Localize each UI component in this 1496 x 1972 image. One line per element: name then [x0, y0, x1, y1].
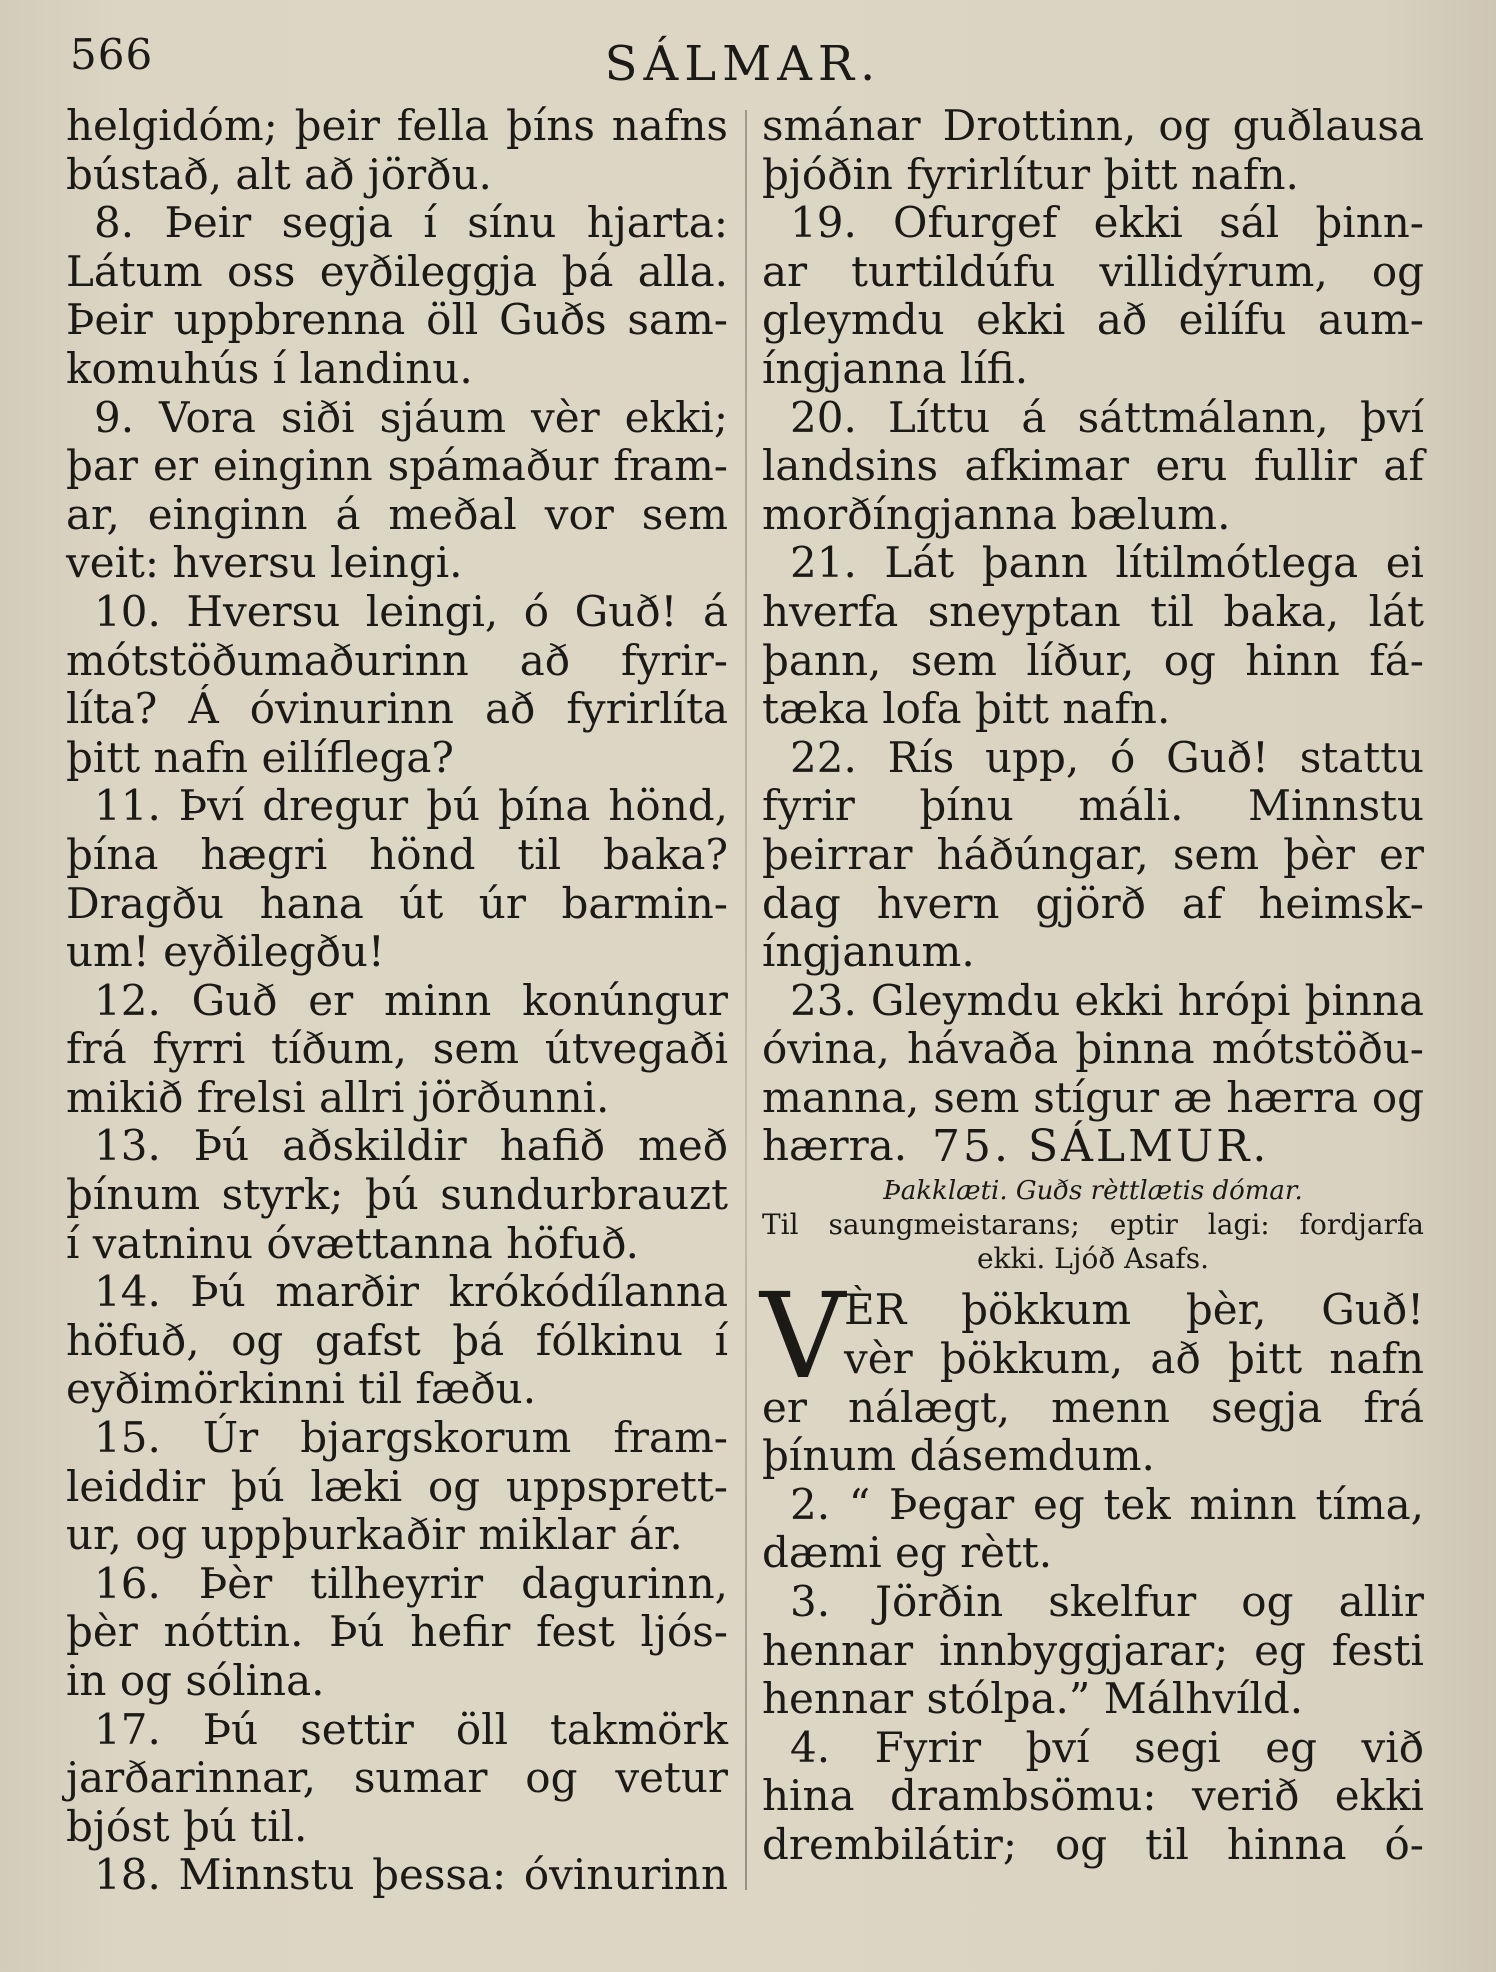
text-line: ar turtildúfu villidýrum, og — [762, 246, 1424, 296]
text-line: 23. Gleymdu ekki hrópi þinna — [790, 975, 1424, 1025]
text-line: ur, og uppþurkaðir miklar ár. — [66, 1510, 683, 1560]
text-line: 17. Þú settir öll takmörk — [94, 1704, 728, 1754]
text-line: þèr nóttin. Þú hefir fest ljós- — [66, 1607, 728, 1657]
text-line: smánar Drottinn, og guðlausa — [762, 101, 1424, 150]
text-line: komuhús í landinu. — [66, 343, 473, 393]
text-line: hverfa sneyptan til baka, lát — [762, 586, 1424, 636]
text-line: líta? Á óvinurinn að fyrirlíta — [66, 684, 728, 734]
text-line: Látum oss eyðileggja þá alla. — [66, 246, 728, 296]
text-line: 14. Þú marðir krókódílanna — [94, 1267, 728, 1317]
psalm-heading-row — [762, 1122, 1424, 1172]
text-line: jarðarinnar, sumar og vetur — [66, 1753, 728, 1803]
running-head: SÁLMAR. — [604, 36, 882, 92]
text-line: helgidóm; þeir fella þíns nafns — [66, 101, 728, 150]
text-line: Þeir uppbrenna öll Guðs sam- — [66, 295, 728, 345]
text-line: í vatninu óvættanna höfuð. — [66, 1218, 639, 1268]
text-line: dæmi eg rètt. — [762, 1528, 1053, 1578]
text-line: um! eyðilegðu! — [66, 927, 385, 977]
text-line: þjóðin fyrirlítur þitt nafn. — [762, 149, 1299, 199]
text-line: bjóst þú til. — [66, 1801, 308, 1851]
text-line: þínum dásemdum. — [762, 1431, 1155, 1481]
text-line: morðíngjanna bælum. — [762, 489, 1231, 539]
text-line: ÈR þökkum þèr, Guð! — [844, 1285, 1424, 1335]
text-line: þeirrar háðúngar, sem þèr er — [762, 829, 1424, 879]
text-line: landsins afkimar eru fullir af — [762, 441, 1424, 491]
psalm-subtitle: Þakklæti. Guðs rèttlætis dómar. — [883, 1176, 1303, 1207]
text-line: hennar innbyggjarar; eg festi — [762, 1625, 1424, 1675]
left-column — [66, 102, 728, 1900]
text-line: eyðimörkinni til fæðu. — [66, 1364, 537, 1414]
text-line: mótstöðumaðurinn að fyrir- — [66, 635, 728, 685]
text-line: 19. Ofurgef ekki sál þinn- — [790, 198, 1424, 248]
text-line: ar, einginn á meðal vor sem — [66, 489, 728, 539]
text-line: 21. Lát þann lítilmótlega ei — [790, 538, 1424, 588]
text-line: 20. Líttu á sáttmálann, því — [790, 392, 1424, 442]
text-line: 8. Þeir segja í sínu hjarta: — [94, 198, 728, 248]
text-line: drembilátir; og til hinna ó- — [762, 1820, 1424, 1869]
text-line: 10. Hversu leingi, ó Guð! á — [94, 586, 728, 636]
text-line: frá fyrri tíðum, sem útvegaði — [66, 1024, 728, 1074]
text-line: 13. Þú aðskildir hafið með — [94, 1121, 728, 1171]
text-line: veit: hversu leingi. — [66, 538, 463, 588]
text-line: Dragðu hana út úr barmin- — [66, 878, 728, 928]
superscription-line: Til saungmeistarans; eptir lagi: fordjarfa — [762, 1208, 1424, 1242]
psalm-text — [762, 1384, 1424, 1870]
text-line: þínum styrk; þú sundurbrauzt — [66, 1170, 728, 1220]
text-line: gleymdu ekki að eilífu aum- — [762, 295, 1424, 345]
text-line: er nálægt, menn segja frá — [762, 1382, 1424, 1432]
column-divider — [745, 110, 747, 1890]
text-line: leiddir þú læki og uppsprett- — [66, 1461, 728, 1511]
text-line: in og sólina. — [66, 1656, 325, 1705]
text-line: höfuð, og gafst þá fólkinu í — [66, 1315, 728, 1365]
text-line: 9. Vora siði sjáum vèr ekki; — [94, 392, 728, 442]
text-line: íngjanum. — [762, 927, 975, 977]
psalm-title: 75. SÁLMUR. — [932, 1121, 1270, 1173]
page-number: 566 — [70, 30, 154, 79]
text-line: 2. “ Þegar eg tek minn tíma, — [790, 1479, 1424, 1529]
text-line: 12. Guð er minn konúngur — [94, 975, 728, 1025]
text-line: 16. Þèr tilheyrir dagurinn, — [94, 1558, 728, 1608]
page-header — [70, 26, 1416, 92]
text-line: manna, sem stígur æ hærra og — [762, 1072, 1424, 1122]
text-line: dag hvern gjörð af heimsk- — [762, 878, 1424, 928]
text-line: tæka lofa þitt nafn. — [762, 684, 1171, 734]
text-line: hina drambsömu: verið ekki — [762, 1771, 1424, 1821]
text-line: vèr þökkum, að þitt nafn — [844, 1334, 1424, 1384]
text-line: fyrir þínu máli. Minnstu — [762, 781, 1424, 831]
right-column — [762, 102, 1424, 1870]
text-line: þitt nafn eilíflega? — [66, 732, 454, 782]
text-line: 15. Úr bjargskorum fram- — [94, 1413, 728, 1463]
text-line: óvina, hávaða þinna mótstöðu- — [762, 1024, 1424, 1074]
text-line: 4. Fyrir því segi eg við — [790, 1722, 1424, 1772]
text-line: þann, sem líður, og hinn fá- — [762, 635, 1424, 685]
right-column-text — [762, 102, 1424, 1122]
text-line: 3. Jörðin skelfur og allir — [790, 1577, 1424, 1627]
text-line: þína hægri hönd til baka? — [66, 829, 728, 879]
psalm-superscription — [762, 1208, 1424, 1276]
drop-cap: V — [760, 1267, 846, 1406]
text-line: bústað, alt að jörðu. — [66, 149, 492, 199]
text-line: íngjanna lífi. — [762, 343, 1029, 393]
text-line: þar er einginn spámaður fram- — [66, 441, 728, 491]
text-line: 18. Minnstu þessa: óvinurinn — [94, 1850, 728, 1900]
text-line: hærra. — [762, 1121, 908, 1171]
text-line: 11. Því dregur þú þína hönd, — [94, 781, 728, 831]
dropcap-paragraph — [760, 1267, 1424, 1406]
text-line: mikið frelsi allri jörðunni. — [66, 1072, 610, 1122]
text-line: 22. Rís upp, ó Guð! stattu — [790, 732, 1424, 782]
superscription-line: ekki. Ljóð Asafs. — [976, 1242, 1210, 1276]
text-line: hennar stólpa.” Málhvíld. — [762, 1674, 1304, 1724]
